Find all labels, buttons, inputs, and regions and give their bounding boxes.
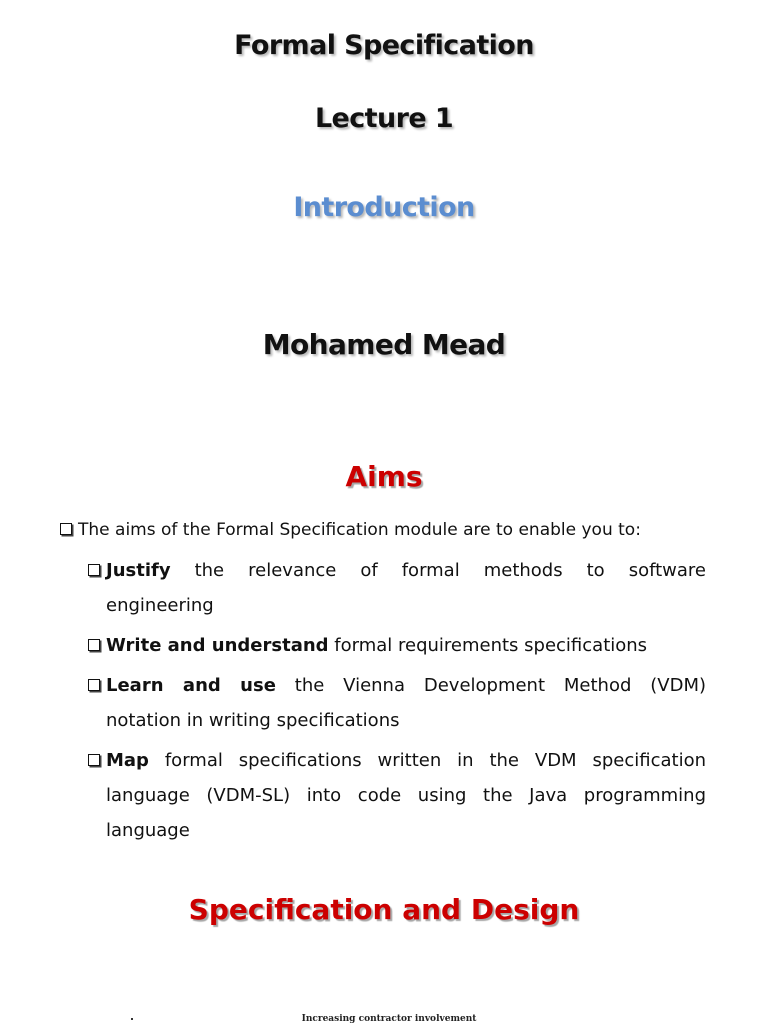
- author-name: Mohamed Mead: [262, 328, 506, 361]
- aim-continuation: engineering: [106, 595, 214, 616]
- aim-text: formal requirements specifications: [328, 635, 648, 656]
- lecture-number: Lecture 1: [314, 103, 454, 134]
- aim-lead: Learn and use: [106, 675, 276, 696]
- aim-item: [88, 743, 706, 848]
- aim-text: the Vienna Development Method (VDM): [275, 675, 706, 696]
- spec-design-heading: Specification and Design: [188, 893, 580, 926]
- aim-lead: Map: [106, 750, 149, 771]
- lecture-subtitle: Introduction: [293, 192, 475, 223]
- aim-lead: Write and understand: [106, 635, 329, 656]
- checkbox-bullet-icon: [60, 523, 72, 535]
- page-title: Formal Specification: [234, 30, 534, 61]
- aim-line: [88, 668, 706, 703]
- aim-continuation: notation in writing specifications: [106, 710, 400, 731]
- aim-line: [88, 553, 706, 588]
- aim-line: [88, 628, 706, 663]
- checkbox-bullet-icon: [88, 754, 100, 766]
- aims-intro: [60, 520, 740, 540]
- aim-continuation: language (VDM-SL) into code using the Java programming: [106, 785, 706, 806]
- aim-lead: Justify: [106, 560, 171, 581]
- aim-line: [88, 743, 706, 778]
- aim-item: [88, 628, 706, 663]
- aim-continuation: language: [106, 820, 190, 841]
- aims-heading: Aims: [345, 460, 423, 493]
- checkbox-bullet-icon: [88, 564, 100, 576]
- aim-item: [88, 553, 706, 623]
- aim-item: [88, 668, 706, 738]
- aim-text: formal specifications written in the VDM specification: [148, 750, 706, 771]
- checkbox-bullet-icon: [88, 679, 100, 691]
- aims-intro-text: The aims of the Formal Specification module are to enable you to:: [78, 520, 641, 540]
- checkbox-bullet-icon: [88, 639, 100, 651]
- figure-caption: Increasing contractor involvement: [301, 1014, 477, 1024]
- aim-text: the relevance of formal methods to software: [170, 560, 706, 581]
